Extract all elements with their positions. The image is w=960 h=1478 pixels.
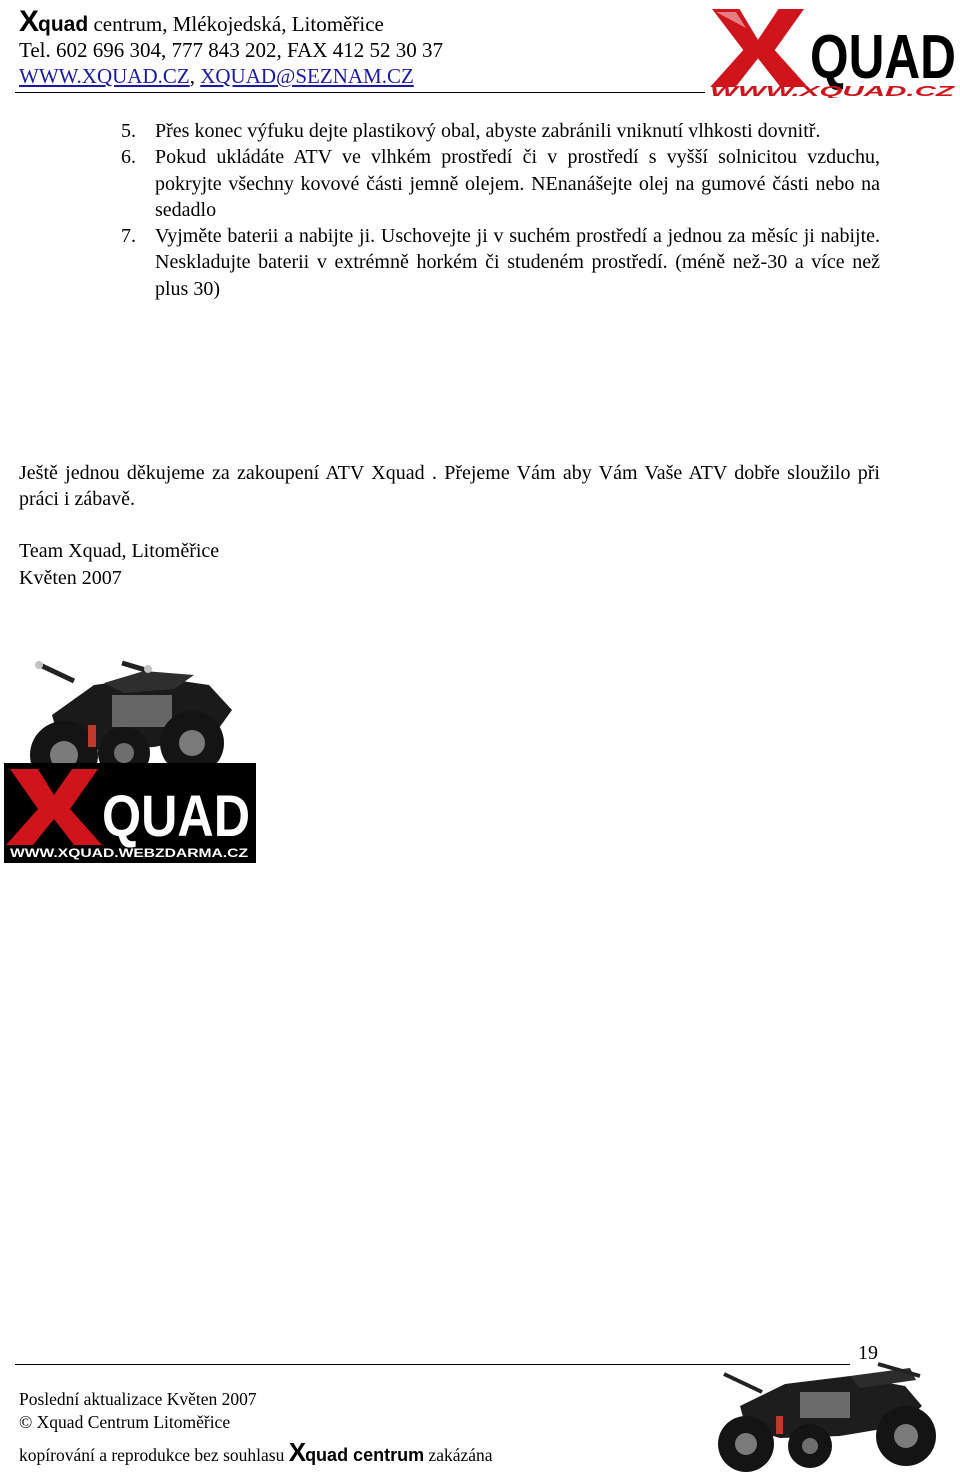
atv-promo-image — [4, 655, 256, 863]
header-phone: Tel. 602 696 304, 777 843 202, FAX 412 52 30 37 — [19, 38, 443, 62]
footer-brand-x: X — [288, 1437, 306, 1467]
signature-team: Team Xquad, Litoměřice — [19, 540, 220, 562]
contact-separator: , — [189, 64, 195, 88]
list-item — [121, 144, 880, 223]
footer-copyright: © Xquad Centrum Litoměřice — [19, 1412, 231, 1432]
signature-date: Květen 2007 — [19, 567, 122, 589]
list-item — [121, 118, 880, 144]
header-brand-x: X — [19, 5, 39, 38]
copy-prefix: kopírování a reprodukce bez souhlasu — [19, 1445, 289, 1465]
footer-brand-quad: quad centrum — [305, 1445, 425, 1465]
xquad-header-logo — [706, 4, 958, 98]
footer-copy-notice — [19, 1437, 493, 1467]
header-logo-url: WWW.XQUAD.CZ — [710, 83, 956, 98]
step-text: Pokud ukládáte ATV ve vlhkém prostředí či v prostředí s vyšší solnicitou vzduchu, pokryjte všechny kovové části jemně olejem. NEnanášejte olej na gumové části nebo na sedadlo — [155, 146, 880, 221]
footer-updated: Poslední aktualizace Květen 2007 — [19, 1389, 257, 1409]
header-line-1 — [19, 5, 384, 38]
header-address: centrum, Mlékojedská, Litoměřice — [88, 12, 384, 36]
step-number: 6. — [121, 146, 136, 169]
promo-logo-url: WWW.XQUAD.WEBZDARMA.CZ — [10, 846, 248, 860]
step-text: Přes konec výfuku dejte plastikový obal, abyste zabránili vniknutí vlhkosti dovnitř. — [155, 120, 821, 142]
promo-logo-word: QUAD — [102, 784, 250, 849]
list-item — [121, 223, 880, 302]
step-number: 7. — [121, 225, 136, 248]
header-contacts — [19, 63, 414, 89]
header-brand-quad: quad — [38, 13, 89, 36]
page-number: 19 — [858, 1342, 878, 1364]
step-text: Vyjměte baterii a nabijte ji. Uschovejte ji v suchém prostředí a jednou za měsíc ji nabijte. Neskladujte baterii v extrémně horkém či studeném prostředí. (méně než-30 a více než plus 30) — [155, 225, 880, 300]
thank-you-paragraph: Ještě jednou děkujeme za zakoupení ATV Xquad . Přejeme Vám aby Vám Vaše ATV dobře sloužilo při práci i zábavě. — [19, 462, 880, 511]
website-link[interactable]: WWW.XQUAD.CZ — [19, 64, 190, 88]
header-rule — [15, 92, 705, 93]
footer-atv-image — [700, 1356, 946, 1476]
storage-steps-list — [121, 118, 880, 302]
copy-suffix: zakázána — [424, 1445, 493, 1465]
step-number: 5. — [121, 120, 136, 142]
header-logo-word: QUAD — [810, 23, 956, 92]
email-link[interactable]: XQUAD@SEZNAM.CZ — [200, 64, 414, 88]
